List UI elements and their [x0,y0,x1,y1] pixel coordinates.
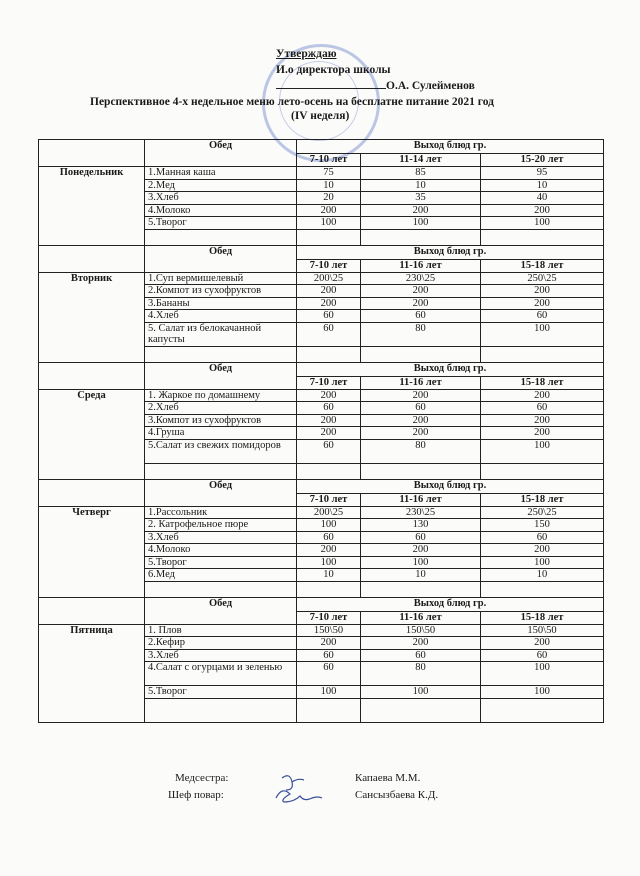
portion-value: 60 [297,402,361,415]
portion-value: 200\25 [297,272,361,285]
portion-value: 100 [481,686,604,699]
dish-name: 2.Кефир [145,637,297,650]
portion-value: 10 [481,569,604,582]
age-group-header: 7-10 лет [297,154,361,167]
portion-value: 200 [481,297,604,310]
output-header: Выход блюд гр. [297,597,604,611]
portion-value: 60 [481,310,604,323]
nurse-label: Медсестра: [175,772,229,784]
portion-value: 100 [481,217,604,230]
dish-name: 2.Компот из сухофруктов [145,285,297,298]
age-group-header: 15-20 лет [481,154,604,167]
portion-value: 200 [481,414,604,427]
portion-value: 200 [481,544,604,557]
header-row [39,245,604,259]
portion-value: 200 [361,389,481,402]
age-group-header: 15-18 лет [481,493,604,506]
portion-value: 200 [297,204,361,217]
header-row [39,362,604,376]
portion-value: 80 [361,322,481,346]
portion-value: 100 [361,217,481,230]
dish-row [39,272,604,285]
portion-value: 10 [297,179,361,192]
portion-value: 60 [361,310,481,323]
age-group-header: 15-18 лет [481,259,604,272]
portion-value: 200 [361,544,481,557]
portion-value: 100 [481,439,604,463]
portion-value: 60 [297,322,361,346]
portion-value: 100 [297,556,361,569]
dish-name: 5.Творог [145,556,297,569]
portion-value: 100 [361,686,481,699]
week-label: (IV неделя) [291,110,350,122]
portion-value: 100 [297,217,361,230]
age-group-header: 15-18 лет [481,611,604,624]
output-header: Выход блюд гр. [297,140,604,154]
blank-cell [297,698,361,722]
director-line [276,80,475,92]
portion-value: 80 [361,662,481,686]
dish-row [39,389,604,402]
blank-cell [39,140,145,167]
blank-cell [361,463,481,479]
age-group-header: 7-10 лет [297,493,361,506]
blank-cell [361,581,481,597]
dish-name: 6.Мед [145,569,297,582]
blank-cell [297,229,361,245]
portion-value: 60 [297,310,361,323]
dish-name: 1. Жаркое по домашнему [145,389,297,402]
age-group-header: 7-10 лет [297,376,361,389]
portion-value: 200 [361,637,481,650]
portion-value: 60 [297,531,361,544]
portion-value: 75 [297,167,361,180]
blank-cell [39,479,145,506]
chef-label: Шеф повар: [168,789,224,801]
portion-value: 200 [481,285,604,298]
blank-cell [145,581,297,597]
age-group-header: 7-10 лет [297,259,361,272]
header-row [39,597,604,611]
age-group-header: 11-16 лет [361,376,481,389]
portion-value: 60 [361,402,481,415]
output-header: Выход блюд гр. [297,362,604,376]
meal-header: Обед [145,479,297,506]
age-group-header: 15-18 лет [481,376,604,389]
dish-name: 2. Катрофельное пюре [145,519,297,532]
portion-value: 200 [297,285,361,298]
portion-value: 60 [297,649,361,662]
blank-cell [481,698,604,722]
blank-cell [361,346,481,362]
dish-name: 4.Молоко [145,204,297,217]
blank-cell [481,581,604,597]
nurse-name: Капаева М.М. [355,772,421,784]
chef-name: Сансызбаева К.Д. [355,789,439,801]
portion-value: 100 [297,686,361,699]
chef-signature [276,791,322,802]
output-header: Выход блюд гр. [297,245,604,259]
age-group-header: 7-10 лет [297,611,361,624]
dish-name: 2.Хлеб [145,402,297,415]
director-name: О.А. Сулейменов [386,80,475,92]
portion-value: 80 [361,439,481,463]
blank-cell [481,463,604,479]
blank-cell [481,346,604,362]
meal-header: Обед [145,597,297,624]
portion-value: 150 [481,519,604,532]
portion-value: 200 [361,297,481,310]
dish-name: 2.Мед [145,179,297,192]
dish-name: 3.Бананы [145,297,297,310]
blank-cell [145,229,297,245]
portion-value: 35 [361,192,481,205]
age-group-header: 11-16 лет [361,611,481,624]
portion-value: 150\50 [481,624,604,637]
blank-cell [39,362,145,389]
portion-value: 40 [481,192,604,205]
dish-name: 1.Манная каша [145,167,297,180]
dish-name: 1.Суп вермишелевый [145,272,297,285]
portion-value: 130 [361,519,481,532]
dish-name: 3.Хлеб [145,531,297,544]
meal-header: Обед [145,140,297,167]
blank-cell [297,346,361,362]
portion-value: 150\50 [361,624,481,637]
age-group-header: 11-16 лет [361,259,481,272]
portion-value: 60 [481,531,604,544]
dish-row [39,624,604,637]
portion-value: 200 [481,637,604,650]
dish-name: 5.Салат из свежих помидоров [145,439,297,463]
portion-value: 200 [297,544,361,557]
portion-value: 100 [481,322,604,346]
portion-value: 200 [297,427,361,440]
blank-cell [297,463,361,479]
portion-value: 10 [361,569,481,582]
blank-cell [145,346,297,362]
portion-value: 60 [481,649,604,662]
portion-value: 100 [361,556,481,569]
portion-value: 60 [361,649,481,662]
dish-name: 4.Салат с огурцами и зеленью [145,662,297,686]
portion-value: 230\25 [361,272,481,285]
meal-header: Обед [145,362,297,389]
portion-value: 200 [361,427,481,440]
portion-value: 100 [481,662,604,686]
portion-value: 60 [361,531,481,544]
portion-value: 100 [481,556,604,569]
dish-row [39,506,604,519]
portion-value: 150\50 [297,624,361,637]
blank-cell [39,597,145,624]
portion-value: 200 [297,389,361,402]
portion-value: 200 [297,297,361,310]
meal-header: Обед [145,245,297,272]
portion-value: 10 [481,179,604,192]
age-group-header: 11-16 лет [361,493,481,506]
portion-value: 200\25 [297,506,361,519]
portion-value: 85 [361,167,481,180]
portion-value: 250\25 [481,506,604,519]
blank-cell [145,698,297,722]
portion-value: 200 [481,204,604,217]
portion-value: 200 [297,414,361,427]
dish-name: 3.Компот из сухофруктов [145,414,297,427]
dish-name: 3.Хлеб [145,649,297,662]
day-name: Четверг [39,506,145,597]
portion-value: 230\25 [361,506,481,519]
portion-value: 250\25 [481,272,604,285]
blank-cell [361,229,481,245]
day-name: Пятница [39,624,145,722]
portion-value: 10 [361,179,481,192]
director-position: И.о директора школы [276,64,391,76]
dish-name: 4.Груша [145,427,297,440]
day-name: Среда [39,389,145,479]
menu-title: Перспективное 4-х недельное меню лето-осень на бесплатне питание 2021 год [90,96,494,108]
portion-value: 60 [297,439,361,463]
header-row [39,140,604,154]
blank-cell [297,581,361,597]
blank-cell [145,463,297,479]
dish-row [39,167,604,180]
header-row [39,479,604,493]
portion-value: 200 [297,637,361,650]
nurse-signature [282,776,304,790]
dish-name: 4.Хлеб [145,310,297,323]
dish-name: 1. Плов [145,624,297,637]
dish-name: 5. Салат из белокачанной капусты [145,322,297,346]
blank-cell [361,698,481,722]
portion-value: 200 [481,389,604,402]
blank-cell [39,245,145,272]
portion-value: 95 [481,167,604,180]
day-name: Понедельник [39,167,145,246]
dish-name: 1.Рассольник [145,506,297,519]
day-name: Вторник [39,272,145,362]
portion-value: 10 [297,569,361,582]
portion-value: 60 [297,662,361,686]
dish-name: 5.Творог [145,217,297,230]
portion-value: 60 [481,402,604,415]
portion-value: 200 [361,414,481,427]
signatures [270,768,340,808]
blank-cell [481,229,604,245]
approve-label: Утверждаю [276,48,337,60]
portion-value: 200 [481,427,604,440]
age-group-header: 11-14 лет [361,154,481,167]
portion-value: 200 [361,204,481,217]
portion-value: 100 [297,519,361,532]
dish-name: 3.Хлеб [145,192,297,205]
output-header: Выход блюд гр. [297,479,604,493]
dish-name: 4.Молоко [145,544,297,557]
dish-name: 5.Творог [145,686,297,699]
menu-table [38,139,604,723]
portion-value: 20 [297,192,361,205]
portion-value: 200 [361,285,481,298]
